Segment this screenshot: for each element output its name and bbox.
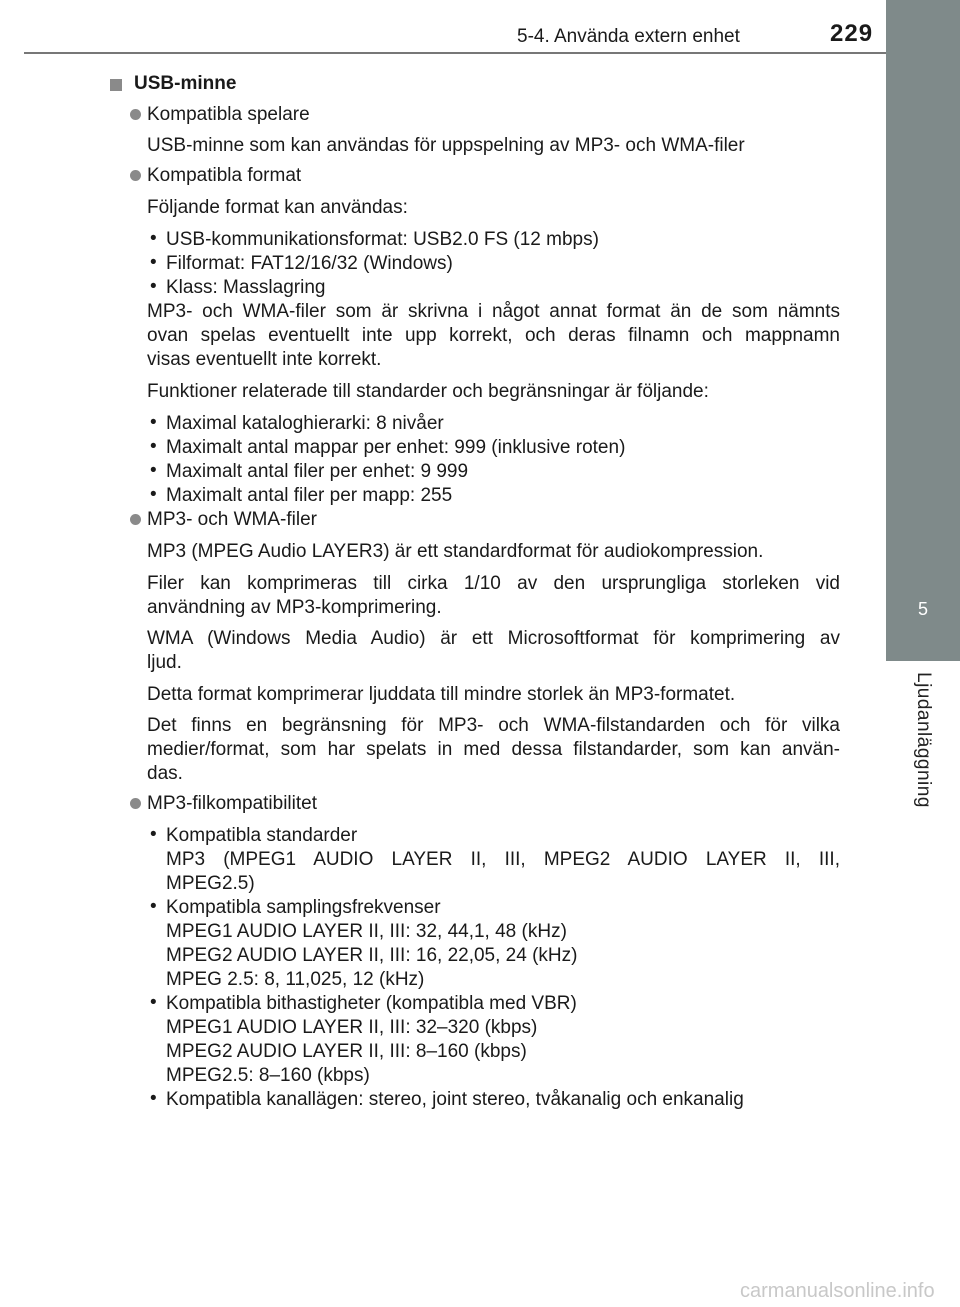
paragraph: Detta format komprimerar ljuddata till mindre storlek än MP3-formatet. [147,684,736,705]
paragraph: Funktioner relaterade till standarder och begränsningar är följande: [147,381,709,402]
subheading-mp3-wma-files: MP3- och WMA-filer [147,509,317,530]
list-item: Kompatibla kanallägen: stereo, joint stereo, tvåkanalig och enkanalig [166,1089,744,1110]
list-item: Maximalt antal filer per mapp: 255 [166,485,453,506]
bullet: • [150,228,157,249]
side-tab-upper [886,0,960,188]
paragraph: MP3- och WMA-filer som är skrivna i något annat format än de som nämnts [147,301,840,322]
paragraph: ljud. [147,652,182,673]
list-item: Kompatibla bithastigheter (kompatibla med VBR) [166,993,577,1014]
list-item-detail: MPEG2 AUDIO LAYER II, III: 16, 22,05, 24 (kHz) [166,945,578,966]
side-tab-middle [886,188,960,557]
watermark: carmanualsonline.info [740,1280,935,1302]
paragraph: USB-minne som kan användas för uppspelning av MP3- och WMA-filer [147,135,745,156]
list-item: Klass: Masslagring [166,277,326,298]
side-tab-number[interactable]: 5 [886,557,960,661]
side-tab-title [890,672,956,832]
list-item: Kompatibla standarder [166,825,358,846]
paragraph: medier/format, som har spelats in med dessa filstandarder, som kan använ- [147,739,840,760]
paragraph: Det finns en begränsning för MP3- och WMA-filstandarden och för vilka [147,715,840,736]
subheading-compatible-players: Kompatibla spelare [147,104,310,125]
bullet: • [150,896,157,917]
list-item: USB-kommunikationsformat: USB2.0 FS (12 mbps) [166,229,599,250]
list-item: Filformat: FAT12/16/32 (Windows) [166,253,453,274]
list-item-detail: MPEG2.5: 8–160 (kbps) [166,1065,370,1086]
list-item: Kompatibla samplingsfrekvenser [166,897,441,918]
list-item: Maximalt antal mappar per enhet: 999 (inklusive roten) [166,437,626,458]
circle-bullet-icon [130,514,141,525]
paragraph: Filer kan komprimeras till cirka 1/10 av den ursprungliga storleken vid [147,573,840,594]
page-number: 229 [830,20,874,47]
bullet: • [150,1088,157,1109]
section-square-icon [110,79,122,91]
paragraph: visas eventuellt inte korrekt. [147,349,382,370]
list-item-detail: MPEG 2.5: 8, 11,025, 12 (kHz) [166,969,425,990]
paragraph: användning av MP3-komprimering. [147,597,442,618]
list-item-detail: MPEG1 AUDIO LAYER II, III: 32, 44,1, 48 (kHz) [166,921,567,942]
list-item-detail: MPEG1 AUDIO LAYER II, III: 32–320 (kbps) [166,1017,538,1038]
paragraph: MP3 (MPEG Audio LAYER3) är ett standardformat för audiokompression. [147,541,764,562]
subheading-compatible-formats: Kompatibla format [147,165,302,186]
subheading-mp3-compatibility: MP3-filkompatibilitet [147,793,317,814]
paragraph: ovan spelas eventuellt inte upp korrekt, och deras filnamn och mappnamn [147,325,840,346]
bullet: • [150,824,157,845]
bullet: • [150,992,157,1013]
list-item-detail: MP3 (MPEG1 AUDIO LAYER II, III, MPEG2 AUDIO LAYER II, III, [166,849,840,870]
circle-bullet-icon [130,798,141,809]
circle-bullet-icon [130,170,141,181]
section-title: USB-minne [134,73,237,94]
list-item: Maximalt antal filer per enhet: 9 999 [166,461,469,482]
list-item: Maximal kataloghierarki: 8 nivåer [166,413,444,434]
bullet: • [150,276,157,297]
bullet: • [150,460,157,481]
chapter-title: 5-4. Använda extern enhet [517,26,740,47]
bullet: • [150,484,157,505]
list-item-detail: MPEG2.5) [166,873,255,894]
paragraph: WMA (Windows Media Audio) är ett Microsoftformat för komprimering av [147,628,840,649]
list-item-detail: MPEG2 AUDIO LAYER II, III: 8–160 (kbps) [166,1041,527,1062]
bullet: • [150,436,157,457]
paragraph: das. [147,763,183,784]
bullet: • [150,252,157,273]
bullet: • [150,412,157,433]
side-tab-title-text: Ljudanläggning [913,672,934,808]
paragraph: Följande format kan användas: [147,197,408,218]
circle-bullet-icon [130,109,141,120]
